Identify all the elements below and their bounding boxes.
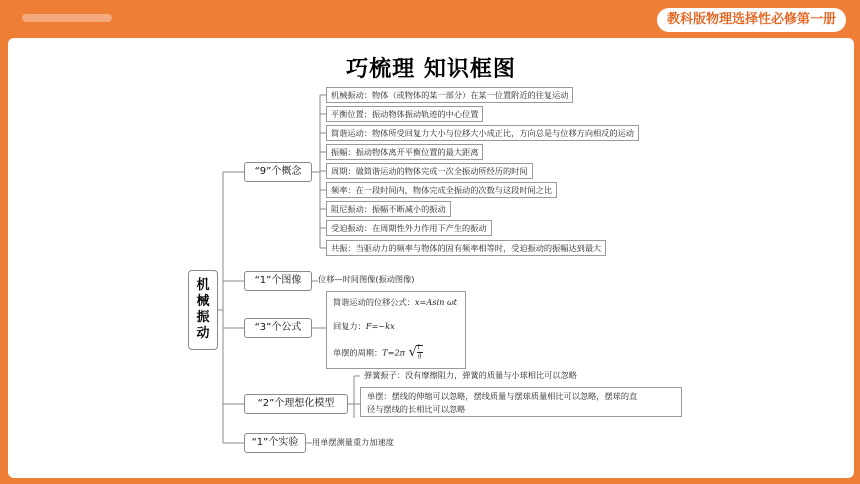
category-concepts: “9”个概念 (244, 162, 312, 182)
concept-item: 周期：做简谐运动的物体完成一次全振动所经历的时间 (326, 163, 533, 179)
textbook-badge: 教科版物理选择性必修第一册 (657, 8, 846, 32)
category-formulas: “3”个公式 (244, 318, 312, 338)
root-char: 机 (196, 278, 210, 293)
formula-displacement: 简谐运动的位移公式：x=Asin ωt (333, 297, 457, 307)
model-pendulum-box (360, 387, 682, 417)
root-char: 振 (196, 310, 210, 325)
concept-item: 阻尼振动：振幅不断减小的振动 (326, 201, 451, 217)
formula-pendulum-period: 单摆的周期：T=2π √ l g (333, 344, 422, 360)
concept-item: 机械振动：物体（或物体的某一部分）在某一位置附近的往复运动 (326, 87, 573, 103)
formula-box (326, 291, 466, 369)
model-spring-oscillator: 弹簧振子：没有摩擦阻力，弹簧的质量与小球相比可以忽略 (364, 370, 577, 380)
concept-item: 共振：当驱动力的频率与物体的固有频率相等时，受迫振动的振幅达到最大 (326, 240, 606, 256)
image-item: 位移—时间图像(振动图像) (318, 274, 415, 284)
formula-restoring-force: 回复力：F=−kx (333, 321, 395, 331)
experiment-item: 用单摆测量重力加速度 (312, 437, 394, 447)
page-title: 巧梳理 知识框图 (346, 57, 516, 82)
concept-item: 振幅：振动物体离开平衡位置的最大距离 (326, 144, 483, 160)
concept-item: 简谐运动：物体所受回复力大小与位移大小成正比，方向总是与位移方向相反的运动 (326, 125, 639, 141)
content-card (8, 38, 854, 478)
category-models: “2”个理想化模型 (244, 394, 348, 414)
root-char: 械 (196, 294, 210, 309)
root-node (188, 270, 218, 350)
model-pendulum-line1: 单摆：摆线的伸缩可以忽略，摆线质量与摆球质量相比可以忽略，摆球的直 (367, 391, 638, 401)
concept-item: 频率：在一段时间内，物体完成全振动的次数与这段时间之比 (326, 182, 557, 198)
concept-item: 平衡位置：振动物体振动轨迹的中心位置 (326, 106, 483, 122)
category-experiment: “1”个实验 (244, 433, 306, 453)
header-decoration (22, 14, 112, 22)
model-pendulum-line2: 径与摆线的长相比可以忽略 (367, 404, 466, 414)
concept-item: 受迫振动：在周期性外力作用下产生的振动 (326, 220, 492, 236)
category-image: “1”个图像 (244, 271, 312, 291)
root-char: 动 (196, 326, 210, 341)
